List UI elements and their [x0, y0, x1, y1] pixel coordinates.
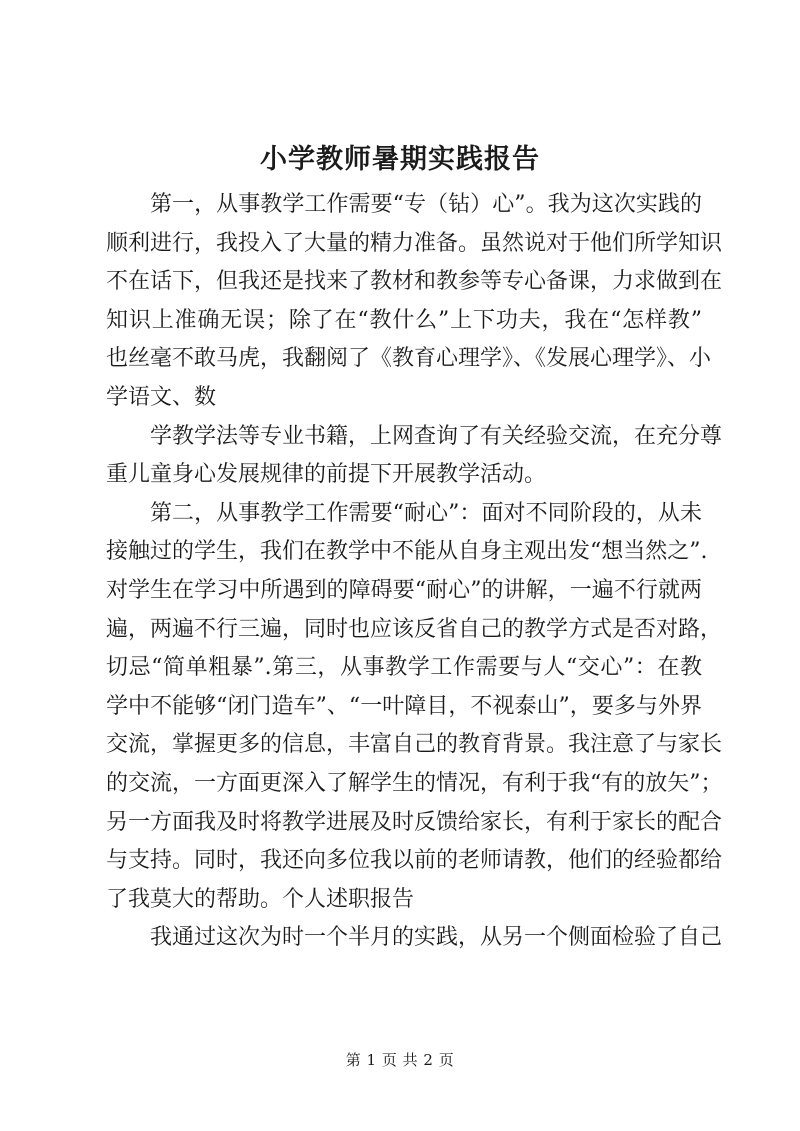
paragraph-line: 遍，两遍不行三遍，同时也应该反省自己的教学方式是否对路， [106, 616, 723, 642]
paragraph-line: 另一方面我及时将教学进展及时反馈给家长，有利于家长的配合 [106, 809, 723, 835]
paragraph-line: 也丝毫不敢马虎，我翻阅了《教育心理学》、《发展心理学》、小 [106, 346, 712, 372]
paragraph-line: 学中不能够“闭门造车”、“一叶障目，不视泰山”，要多与外界 [106, 693, 702, 719]
paragraph-line: 交流，掌握更多的信息，丰富自己的教育背景。我注意了与家长 [106, 732, 723, 758]
paragraph-line: 学语文、数 [106, 384, 217, 410]
paragraph-line: 第二，从事教学工作需要“耐心”：面对不同阶段的，从未 [150, 500, 702, 526]
paragraph-line: 切忌“简单粗暴”.第三，从事教学工作需要与人“交心”：在教 [106, 655, 702, 681]
paragraph-line: 学教学法等专业书籍，上网查询了有关经验交流，在充分尊 [150, 423, 723, 449]
paragraph-line: 知识上准确无误；除了在“教什么”上下功夫，我在“怎样教” [106, 307, 702, 333]
paragraph-line: 顺利进行，我投入了大量的精力准备。虽然说对于他们所学知识 [106, 230, 723, 256]
paragraph-line: 我通过这次为时一个半月的实践，从另一个侧面检验了自己 [150, 925, 723, 951]
paragraph-line: 对学生在学习中所遇到的障碍要“耐心”的讲解，一遍不行就两 [106, 577, 702, 603]
paragraph-line: 第一，从事教学工作需要“专（钻）心”。我为这次实践的 [150, 192, 702, 217]
paragraph-line: 接触过的学生，我们在教学中不能从自身主观出发“想当然之”. [106, 539, 708, 565]
document-body [106, 186, 723, 958]
paragraph-line: 的交流，一方面更深入了解学生的情况，有利于我“有的放矢”； [106, 770, 723, 796]
paragraph-line: 不在话下，但我还是找来了教材和教参等专心备课，力求做到在 [106, 269, 723, 295]
paragraph-line: 了我莫大的帮助。个人述职报告 [106, 886, 415, 912]
document-title: 小学教师暑期实践报告 [260, 144, 540, 175]
paragraph-line: 重儿童身心发展规律的前提下开展教学活动。 [106, 462, 547, 488]
paragraph-line: 与支持。同时，我还向多位我以前的老师请教，他们的经验都给 [106, 848, 723, 874]
page-number-footer: 第 1 页 共 2 页 [345, 1051, 455, 1069]
